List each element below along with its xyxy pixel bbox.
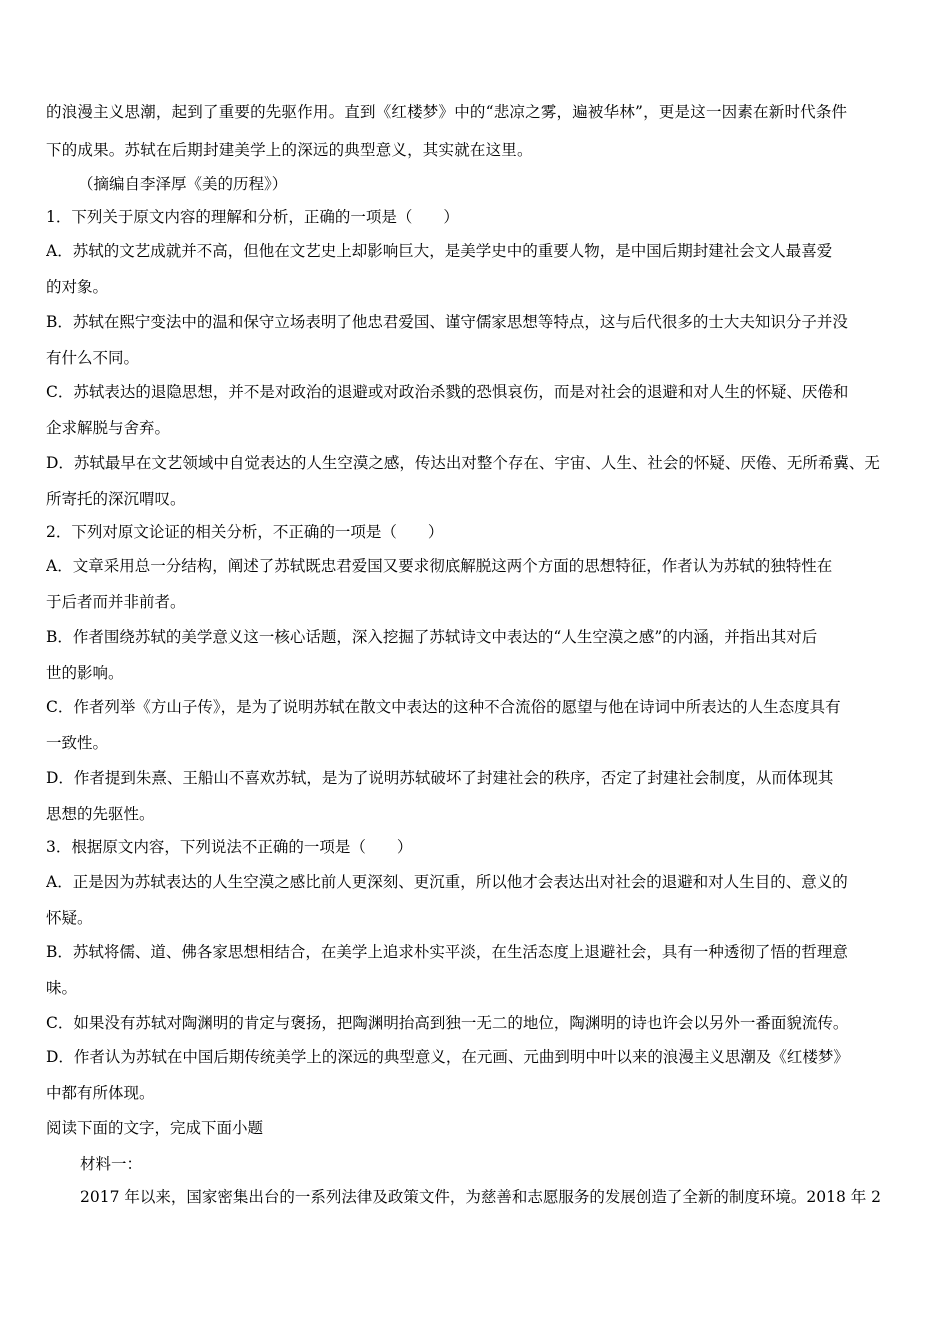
q2-option-c-line1: C．作者列举《方山子传》，是为了说明苏轼在散文中表达的这种不合流俗的愿望与他在诗词中所表达的人生态度具有 [46, 698, 841, 716]
q1-option-d-line2: 所寄托的深沉喟叹。 [46, 490, 186, 508]
q3-option-a-line2: 怀疑。 [46, 909, 93, 927]
q2-option-d-line2: 思想的先驱性。 [46, 805, 155, 823]
q2-option-c-line2: 一致性。 [46, 734, 109, 752]
material-label: 材料一： [80, 1155, 143, 1173]
q3-option-d-line1: D．作者认为苏轼在中国后期传统美学上的深远的典型意义，在元画、元曲到明中叶以来的浪漫主义思潮及《红楼梦》 [46, 1048, 849, 1066]
q1-option-a-line2: 的对象。 [46, 278, 109, 296]
q3-option-b-line2: 味。 [46, 979, 78, 997]
question-2-stem: 2．下列对原文论证的相关分析，不正确的一项是（ ） [46, 523, 444, 541]
q3-option-c-line1: C．如果没有苏轼对陶渊明的肯定与褒扬，把陶渊明抬高到独一无二的地位，陶渊明的诗也许会以另外一番面貌流传。 [46, 1014, 849, 1032]
passage-line: 下的成果。苏轼在后期封建美学上的深远的典型意义，其实就在这里。 [46, 141, 533, 159]
q1-option-a-line1: A．苏轼的文艺成就并不高，但他在文艺史上却影响巨大，是美学史中的重要人物，是中国后期封建社会文人最喜爱 [46, 242, 833, 260]
q2-option-b-line2: 世的影响。 [46, 664, 124, 682]
passage-line: 的浪漫主义思潮，起到了重要的先驱作用。直到《红楼梦》中的“悲凉之雾，遍被华林”，更是这一因素在新时代条件 [46, 103, 848, 121]
q3-option-b-line1: B．苏轼将儒、道、佛各家思想相结合，在美学上追求朴实平淡，在生活态度上退避社会，具有一种透彻了悟的哲理意 [46, 943, 848, 961]
q1-option-b-line1: B．苏轼在熙宁变法中的温和保守立场表明了他忠君爱国、谨守儒家思想等特点，这与后代很多的士大夫知识分子并没 [46, 313, 848, 331]
q2-option-b-line1: B．作者围绕苏轼的美学意义这一核心话题，深入挖掘了苏轼诗文中表达的“人生空漠之感”的内涵，并指出其对后 [46, 628, 818, 646]
q1-option-c-line1: C．苏轼表达的退隐思想，并不是对政治的退避或对政治杀戮的恐惧哀伤，而是对社会的退避和对人生的怀疑、厌倦和 [46, 383, 849, 401]
passage-source: （摘编自李泽厚《美的历程》） [78, 175, 288, 193]
q1-option-b-line2: 有什么不同。 [46, 349, 140, 367]
question-3-stem: 3．根据原文内容，下列说法不正确的一项是（ ） [46, 838, 413, 856]
q2-option-a-line2: 于后者而并非前者。 [46, 593, 186, 611]
question-1-stem: 1．下列关于原文内容的理解和分析，正确的一项是（ ） [46, 208, 459, 226]
q1-option-c-line2: 企求解脱与舍弃。 [46, 419, 171, 437]
reading-instruction: 阅读下面的文字，完成下面小题 [46, 1119, 264, 1137]
q1-option-d-line1: D．苏轼最早在文艺领域中自觉表达的人生空漠之感，传达出对整个存在、宇宙、人生、社会的怀疑、厌倦、无所希冀、无 [46, 454, 880, 472]
material-line: 2017 年以来，国家密集出台的一系列法律及政策文件，为慈善和志愿服务的发展创造了全新的制度环境。2018 年 2 [80, 1188, 882, 1206]
q2-option-d-line1: D．作者提到朱熹、王船山不喜欢苏轼，是为了说明苏轼破坏了封建社会的秩序，否定了封建社会制度，从而体现其 [46, 769, 834, 787]
q2-option-a-line1: A．文章采用总一分结构，阐述了苏轼既忠君爱国又要求彻底解脱这两个方面的思想特征，作者认为苏轼的独特性在 [46, 557, 833, 575]
q3-option-d-line2: 中都有所体现。 [46, 1084, 155, 1102]
q3-option-a-line1: A．正是因为苏轼表达的人生空漠之感比前人更深刻、更沉重，所以他才会表达出对社会的退避和对人生目的、意义的 [46, 873, 848, 891]
